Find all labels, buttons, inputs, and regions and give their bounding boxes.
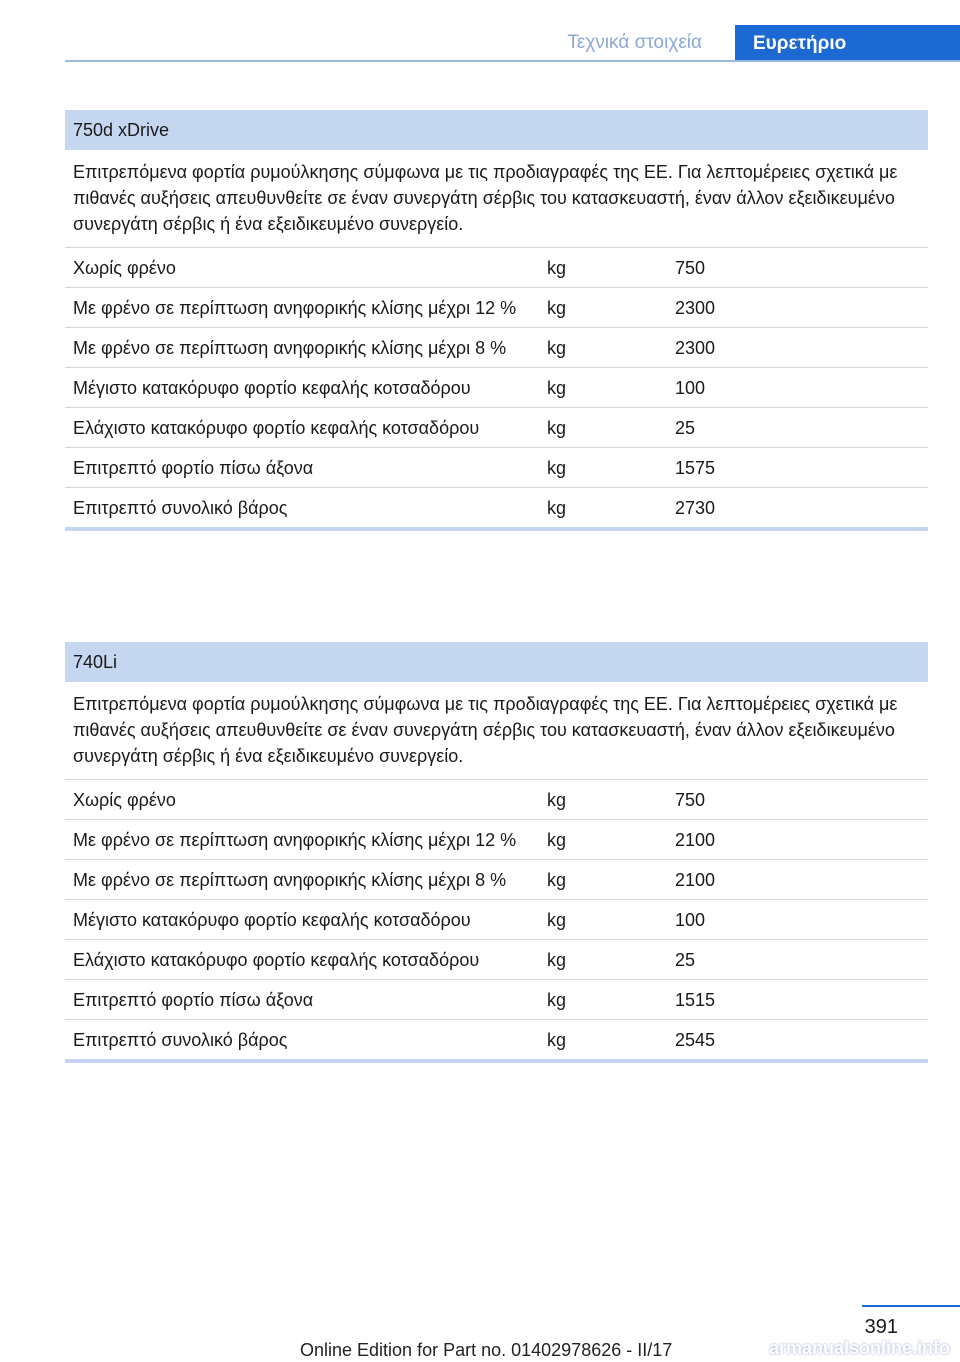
row-label: Επιτρεπτό φορτίο πίσω άξονα	[73, 458, 314, 478]
row-label: Χωρίς φρένο	[73, 258, 176, 278]
row-unit: kg	[547, 990, 567, 1010]
row-value: 25	[675, 418, 696, 438]
footer-divider	[862, 1305, 960, 1307]
row-value: 750	[675, 258, 706, 278]
row-value: 2300	[675, 298, 716, 318]
table-row	[65, 820, 928, 860]
row-value: 2300	[675, 338, 716, 358]
towing-table-740li	[65, 642, 928, 1063]
table-row	[65, 488, 928, 531]
row-value: 1515	[675, 990, 716, 1010]
table-row	[65, 1020, 928, 1063]
row-value: 25	[675, 950, 696, 970]
row-label: Επιτρεπτό φορτίο πίσω άξονα	[73, 990, 314, 1010]
row-unit: kg	[547, 830, 567, 850]
edition-note: Online Edition for Part no. 01402978626 - II/17	[300, 1340, 673, 1360]
row-unit: kg	[547, 418, 567, 438]
row-label: Ελάχιστο κατακόρυφο φορτίο κεφαλής κοτσαδόρου	[73, 950, 480, 970]
table-note: Επιτρεπόμενα φορτία ρυμούλκησης σύμφωνα με τις προδιαγραφές της ΕΕ. Για λεπτομέρειες σχετικά με πιθανές αυξήσεις απευθυνθείτε σε έναν συνεργάτη σέρβις του κατασκευαστή, έναν άλλον εξειδικευμένο συνεργάτη σέρβις ή ένα εξειδικευμένο συνεργείο.	[65, 150, 928, 248]
tab-index[interactable]: Ευρετήριο	[735, 25, 960, 62]
table-row	[65, 288, 928, 328]
row-unit: kg	[547, 870, 567, 890]
row-value: 750	[675, 790, 706, 810]
row-value: 1575	[675, 458, 716, 478]
row-label: Με φρένο σε περίπτωση ανηφορικής κλίσης μέχρι 12 %	[73, 830, 517, 850]
table-row	[65, 448, 928, 488]
watermark: armanualsonline.info	[768, 1338, 950, 1358]
table-row	[65, 900, 928, 940]
row-value: 2545	[675, 1030, 716, 1050]
row-value: 100	[675, 378, 706, 398]
row-value: 2100	[675, 870, 716, 890]
row-unit: kg	[547, 950, 567, 970]
row-unit: kg	[547, 298, 567, 318]
page-number: 391	[864, 1316, 898, 1338]
table-row	[65, 780, 928, 820]
towing-table-750d	[65, 110, 928, 531]
table-row	[65, 980, 928, 1020]
tab-technical-data[interactable]: Τεχνικά στοιχεία	[567, 32, 702, 53]
table-row	[65, 248, 928, 288]
row-label: Με φρένο σε περίπτωση ανηφορικής κλίσης μέχρι 8 %	[73, 338, 507, 358]
table-row	[65, 940, 928, 980]
row-label: Με φρένο σε περίπτωση ανηφορικής κλίσης μέχρι 8 %	[73, 870, 507, 890]
row-unit: kg	[547, 258, 567, 278]
row-unit: kg	[547, 378, 567, 398]
row-value: 2100	[675, 830, 716, 850]
row-value: 2730	[675, 498, 716, 518]
row-label: Επιτρεπτό συνολικό βάρος	[73, 1030, 288, 1050]
row-label: Μέγιστο κατακόρυφο φορτίο κεφαλής κοτσαδόρου	[73, 378, 471, 398]
row-label: Χωρίς φρένο	[73, 790, 176, 810]
table-title: 740Li	[65, 642, 928, 682]
row-unit: kg	[547, 1030, 567, 1050]
table-title: 750d xDrive	[65, 110, 928, 150]
row-label: Ελάχιστο κατακόρυφο φορτίο κεφαλής κοτσαδόρου	[73, 418, 480, 438]
row-unit: kg	[547, 910, 567, 930]
header-divider	[65, 60, 960, 62]
row-label: Με φρένο σε περίπτωση ανηφορικής κλίσης μέχρι 12 %	[73, 298, 517, 318]
table-row	[65, 860, 928, 900]
table-row	[65, 408, 928, 448]
table-row	[65, 368, 928, 408]
page-header	[65, 25, 960, 62]
row-unit: kg	[547, 338, 567, 358]
row-value: 100	[675, 910, 706, 930]
row-label: Μέγιστο κατακόρυφο φορτίο κεφαλής κοτσαδόρου	[73, 910, 471, 930]
table-row	[65, 328, 928, 368]
row-unit: kg	[547, 790, 567, 810]
row-label: Επιτρεπτό συνολικό βάρος	[73, 498, 288, 518]
row-unit: kg	[547, 498, 567, 518]
table-note: Επιτρεπόμενα φορτία ρυμούλκησης σύμφωνα με τις προδιαγραφές της ΕΕ. Για λεπτομέρειες σχετικά με πιθανές αυξήσεις απευθυνθείτε σε έναν συνεργάτη σέρβις του κατασκευαστή, έναν άλλον εξειδικευμένο συνεργάτη σέρβις ή ένα εξειδικευμένο συνεργείο.	[65, 682, 928, 780]
row-unit: kg	[547, 458, 567, 478]
